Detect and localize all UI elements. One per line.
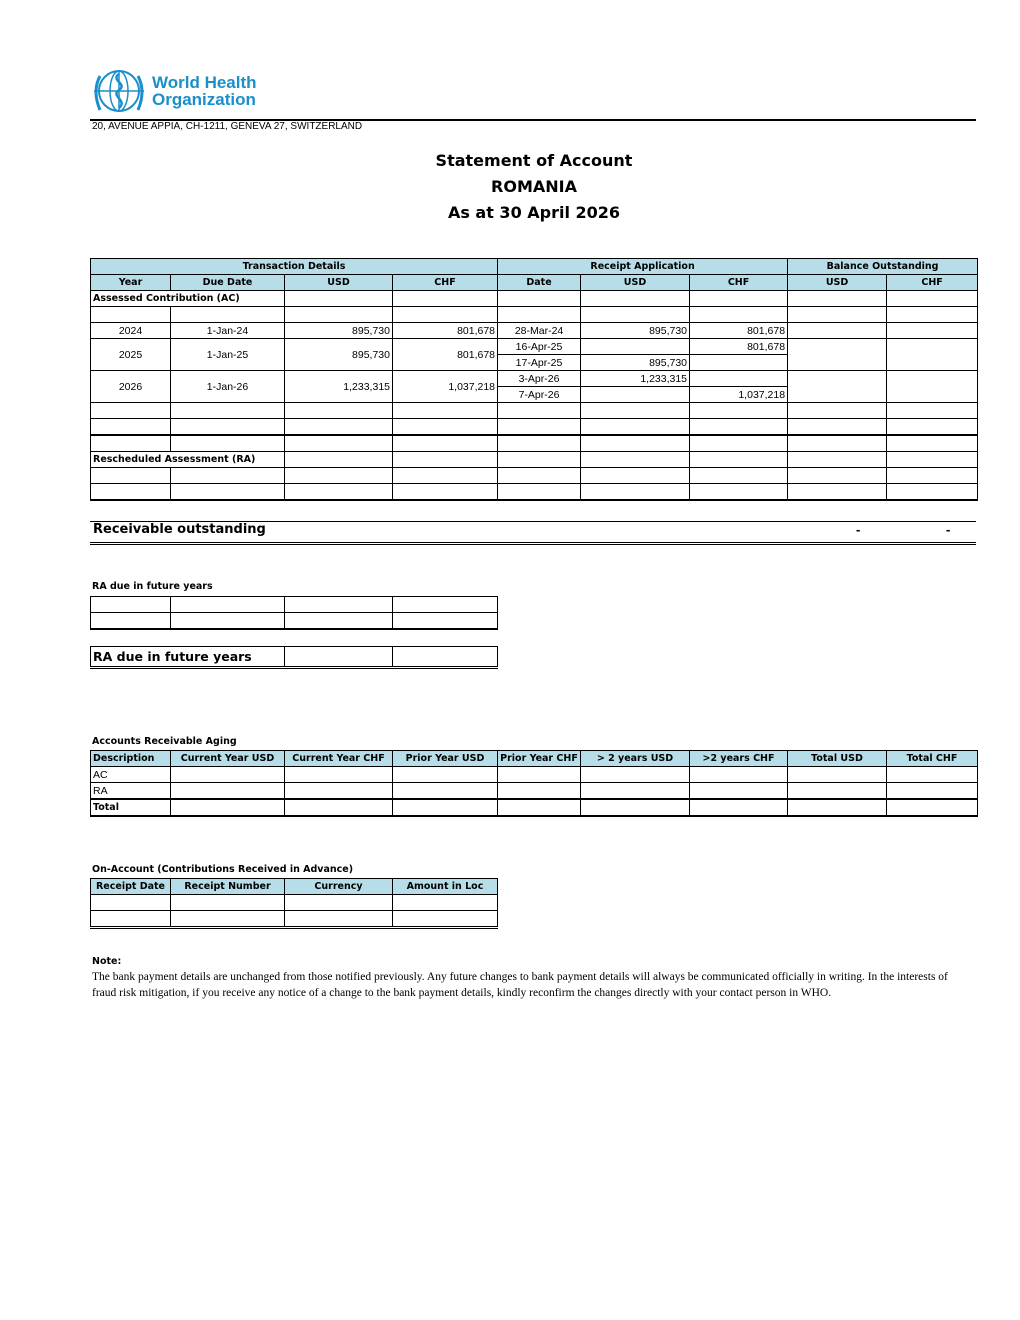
receipt-usd-cell: 895,730 bbox=[581, 355, 690, 371]
on-account-col-currency: Currency bbox=[285, 879, 393, 895]
chf-cell: 801,678 bbox=[393, 323, 498, 339]
group-balance-outstanding: Balance Outstanding bbox=[788, 259, 978, 275]
receipt-date-cell: 7-Apr-26 bbox=[498, 387, 581, 403]
section-ac-label: Assessed Contribution (AC) bbox=[91, 291, 285, 307]
note-text: The bank payment details are unchanged from those notified previously. Any future changes to bank payment details will always be communicated officially in writing. In the interests of fraud risk mitigation, if you receive any notice of a change to the bank payment details, kindly reconfirm the changes directly with your contact person in WHO. bbox=[92, 971, 948, 999]
receipt-date-cell: 17-Apr-25 bbox=[498, 355, 581, 371]
year-cell: 2025 bbox=[91, 339, 171, 371]
aging-col-current-chf: Current Year CHF bbox=[285, 751, 393, 767]
section-ra-label: Rescheduled Assessment (RA) bbox=[91, 452, 285, 468]
chf-cell: 1,037,218 bbox=[393, 371, 498, 403]
logo-line2: Organization bbox=[152, 90, 256, 109]
col-receipt-date: Date bbox=[498, 275, 581, 291]
receipt-chf-cell: 801,678 bbox=[690, 323, 788, 339]
country-name: ROMANIA bbox=[491, 177, 577, 196]
receipt-usd-cell: 1,233,315 bbox=[581, 371, 690, 387]
aging-col-total-chf: Total CHF bbox=[887, 751, 978, 767]
on-account-title: On-Account (Contributions Received in Advance) bbox=[92, 864, 354, 875]
aging-row-ac: AC bbox=[91, 767, 171, 783]
on-account-col-receipt-number: Receipt Number bbox=[171, 879, 285, 895]
receipt-usd-cell bbox=[581, 339, 690, 355]
usd-cell: 895,730 bbox=[285, 323, 393, 339]
col-balance-chf: CHF bbox=[887, 275, 978, 291]
due-date-cell: 1-Jan-25 bbox=[171, 339, 285, 371]
table-row bbox=[91, 371, 978, 387]
year-cell: 2026 bbox=[91, 371, 171, 403]
aging-col-total-usd: Total USD bbox=[788, 751, 887, 767]
usd-cell: 1,233,315 bbox=[285, 371, 393, 403]
logo-line1: World Health bbox=[152, 73, 257, 92]
year-cell: 2024 bbox=[91, 323, 171, 339]
ra-future-total-table bbox=[90, 646, 498, 669]
receipt-chf-cell: 801,678 bbox=[690, 339, 788, 355]
col-usd: USD bbox=[285, 275, 393, 291]
receipt-chf-cell bbox=[690, 355, 788, 371]
receipt-chf-cell: 1,037,218 bbox=[690, 387, 788, 403]
receipt-chf-cell bbox=[690, 371, 788, 387]
who-logo bbox=[90, 66, 266, 116]
col-receipt-usd: USD bbox=[581, 275, 690, 291]
due-date-cell: 1-Jan-24 bbox=[171, 323, 285, 339]
col-year: Year bbox=[91, 275, 171, 291]
aging-col-prior-chf: Prior Year CHF bbox=[498, 751, 581, 767]
aging-col-2y-usd: > 2 years USD bbox=[581, 751, 690, 767]
ra-future-total-label: RA due in future years bbox=[91, 647, 285, 668]
as-at-date: As at 30 April 2026 bbox=[447, 203, 621, 222]
receipt-date-cell: 28-Mar-24 bbox=[498, 323, 581, 339]
table-row bbox=[91, 783, 978, 800]
note-label: Note: bbox=[92, 956, 122, 967]
receipt-usd-cell: 895,730 bbox=[581, 323, 690, 339]
col-due-date: Due Date bbox=[171, 275, 285, 291]
table-row bbox=[91, 323, 978, 339]
receipt-usd-cell bbox=[581, 387, 690, 403]
on-account-table bbox=[90, 878, 498, 929]
table-row bbox=[91, 339, 978, 355]
table-row bbox=[91, 799, 978, 816]
aging-col-description: Description bbox=[91, 751, 171, 767]
col-balance-usd: USD bbox=[788, 275, 887, 291]
aging-col-current-usd: Current Year USD bbox=[171, 751, 285, 767]
page-title: Statement of Account bbox=[435, 151, 633, 170]
address: 20, AVENUE APPIA, CH-1211, GENEVA 27, SWITZERLAND bbox=[92, 121, 363, 132]
on-account-col-amount: Amount in Loc bbox=[393, 879, 498, 895]
aging-col-prior-usd: Prior Year USD bbox=[393, 751, 498, 767]
receivable-usd: - bbox=[856, 522, 861, 537]
who-emblem-icon bbox=[90, 66, 148, 116]
receipt-date-cell: 16-Apr-25 bbox=[498, 339, 581, 355]
due-date-cell: 1-Jan-26 bbox=[171, 371, 285, 403]
col-receipt-chf: CHF bbox=[690, 275, 788, 291]
usd-cell: 895,730 bbox=[285, 339, 393, 371]
col-chf: CHF bbox=[393, 275, 498, 291]
aging-row-total: Total bbox=[91, 799, 171, 816]
receipt-date-cell: 3-Apr-26 bbox=[498, 371, 581, 387]
aging-table bbox=[90, 750, 978, 817]
aging-col-2y-chf: >2 years CHF bbox=[690, 751, 788, 767]
aging-row-ra: RA bbox=[91, 783, 171, 800]
table-row bbox=[91, 767, 978, 783]
on-account-col-receipt-date: Receipt Date bbox=[91, 879, 171, 895]
statement-table bbox=[90, 258, 978, 501]
group-receipt-application: Receipt Application bbox=[498, 259, 788, 275]
receivable-label: Receivable outstanding bbox=[93, 522, 266, 537]
ra-future-title: RA due in future years bbox=[92, 581, 213, 592]
aging-title: Accounts Receivable Aging bbox=[92, 736, 237, 747]
chf-cell: 801,678 bbox=[393, 339, 498, 371]
group-transaction-details: Transaction Details bbox=[91, 259, 498, 275]
ra-future-table bbox=[90, 596, 498, 630]
receivable-chf: - bbox=[946, 522, 951, 537]
